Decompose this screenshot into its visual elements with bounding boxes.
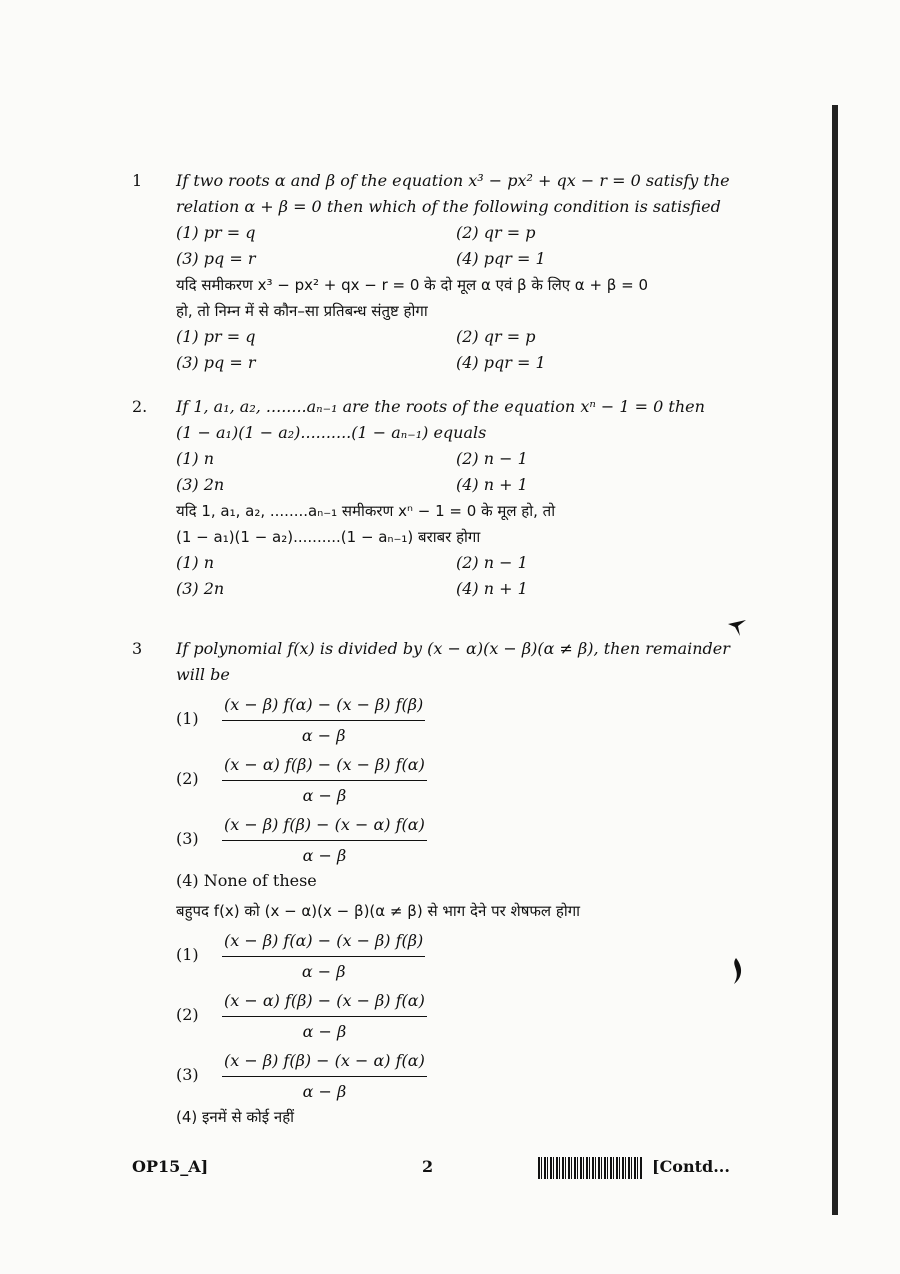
option-1 [176,688,756,748]
option-2: (2) n − 1 [456,449,528,468]
question-number: 3 [132,639,143,658]
question-text: (1 − a₁)(1 − a₂)..........(1 − aₙ₋₁) equals [176,423,487,442]
option-2-hindi: (2) qr = p [456,327,536,346]
question-text: If two roots α and β of the equation x³ − px² + qx − r = 0 satisfy the [176,171,730,190]
option-2 [176,748,756,808]
scan-smudge-icon [728,956,746,986]
fraction-denominator: α − β [302,1022,347,1041]
fraction-denominator: α − β [301,962,346,981]
page-number: 2 [422,1157,434,1176]
option-4-hindi: (4) n + 1 [456,579,528,598]
option-1: (1) pr = q [176,223,256,242]
option-4-hindi: (4) इनमें से कोई नहीं [176,1108,295,1126]
option-label: (3) [176,829,199,848]
option-4: (4) None of these [176,871,317,890]
fraction-numerator: (x − α) f(β) − (x − β) f(α) [222,988,427,1017]
option-1-hindi: (1) pr = q [176,327,256,346]
option-3-hindi: (3) pq = r [176,353,256,372]
option-4-hindi: (4) pqr = 1 [456,353,546,372]
option-label: (3) [176,1065,199,1084]
fraction-denominator: α − β [302,786,347,805]
question-text-hindi: यदि 1, a₁, a₂, ........aₙ₋₁ समीकरण xⁿ − 1 = 0 के मूल हो, तो [176,502,556,520]
question-number: 1 [132,171,143,190]
option-2: (2) qr = p [456,223,536,242]
fraction-numerator: (x − β) f(β) − (x − α) f(α) [222,1048,427,1077]
question-text: relation α + β = 0 then which of the following condition is satisfied [176,197,721,216]
question-number: 2. [132,397,148,416]
question-text-hindi: हो, तो निम्न में से कौन–सा प्रतिबन्ध संतुष्ट होगा [176,302,428,320]
question-text: If 1, a₁, a₂, ........aₙ₋₁ are the roots of the equation xⁿ − 1 = 0 then [176,397,705,416]
barcode-image [538,1157,642,1179]
question-text: will be [176,665,230,684]
option-3-hindi: (3) 2n [176,579,225,598]
question-text: If polynomial f(x) is divided by (x − α)(x − β)(α ≠ β), then remainder [176,639,730,658]
option-4: (4) n + 1 [456,475,528,494]
fraction-denominator: α − β [301,726,346,745]
paper-code: OP15_A] [132,1157,209,1176]
question-text-hindi: (1 − a₁)(1 − a₂)..........(1 − aₙ₋₁) बराबर होगा [176,528,481,546]
scan-smudge-icon [726,614,748,638]
fraction-numerator: (x − α) f(β) − (x − β) f(α) [222,752,427,781]
continued-label: [Contd... [652,1157,730,1176]
fraction-numerator: (x − β) f(α) − (x − β) f(β) [222,928,425,957]
fraction-denominator: α − β [302,846,347,865]
option-2-hindi: (2) n − 1 [456,553,528,572]
fraction-numerator: (x − β) f(α) − (x − β) f(β) [222,692,425,721]
option-2-hindi [176,984,756,1044]
option-3: (3) 2n [176,475,225,494]
question-text-hindi: यदि समीकरण x³ − px² + qx − r = 0 के दो मूल α एवं β के लिए α + β = 0 [176,276,649,294]
option-3: (3) pq = r [176,249,256,268]
option-3 [176,808,756,868]
option-4: (4) pqr = 1 [456,249,546,268]
page-binding-edge [832,105,838,1215]
option-label: (2) [176,1005,199,1024]
option-1-hindi [176,924,756,984]
option-label: (1) [176,709,199,728]
fraction-denominator: α − β [302,1082,347,1101]
option-3-hindi [176,1044,756,1104]
fraction-numerator: (x − β) f(β) − (x − α) f(α) [222,812,427,841]
option-label: (2) [176,769,199,788]
question-text-hindi: बहुपद f(x) को (x − α)(x − β)(α ≠ β) से भाग देने पर शेषफल होगा [176,902,581,920]
option-1-hindi: (1) n [176,553,215,572]
option-1: (1) n [176,449,215,468]
option-label: (1) [176,945,199,964]
